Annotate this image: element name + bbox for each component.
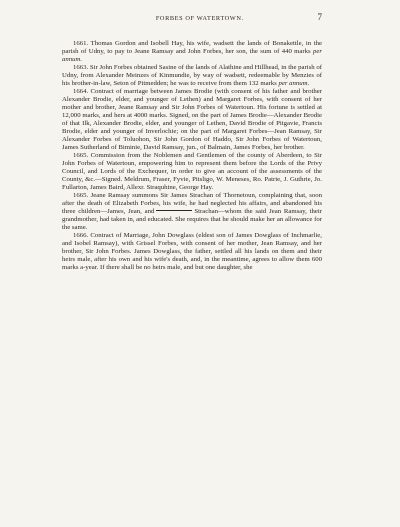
italic-text: per annum. xyxy=(62,48,323,64)
paragraph-1661 xyxy=(62,40,322,64)
paragraph-text: 1666. Contract of Marriage, John Dowglass (eldest son of James Dowglass of Inchmarlie, and Isobel Ramsay), with Grissel Forbes, with consent of her mother, Jean Ramsay, and her brother, Sir John Forbes. James Dowglass, the father, settled all his lands on them and their heirs male, after his own and his wife's death, and, in the meantime, agrees to allow them 600 marks a-year. If there shall be no heirs male, and but one daughter, she xyxy=(62,232,322,272)
paragraph-text: 1665. Commission from the Noblemen and Gentlemen of the county of Aberdeen, to Sir John Forbes of Watertoun, empowering him to represent them before the Lords of the Privy Council, and Lords of the Exchequer, in order to give an account of the assessments of the County, &c.—Signed. Meldrum, Fraser, Fyvie, Pitsligo, W. Meneses, Ro. Patrie, J. Guthrie, Jo. Fullarton, James Baird, Allexr. Straquhine, George Hay. xyxy=(62,152,322,192)
paragraph-1664 xyxy=(62,88,322,152)
paragraph-1666 xyxy=(62,232,322,272)
running-title: FORBES OF WATERTOWN. xyxy=(155,15,244,22)
paragraph-1663 xyxy=(62,64,322,88)
paragraph-text: 1664. Contract of marriage between James Brodie (with consent of his father and brother Alexander Brodie, elder, and younger of Lethen) and Margaret Forbes, with consent of her mother and brother, Jeane Ramsay and Sir John Forbes of Watertoun. His fortune is settled at 12,000 marks, and hers at 4000 marks. Signed, on the part of James Brodie—Alexander Brodie of that Ilk, Alexander Brodie, elder, and younger of Lethen, David Brodie of Pitgavie, Francis Brodie, elder and younger of Inverlochie; on the part of Margaret Forbes—Jean Ramsay, Sir Alexander Forbes of Toluohon, Sir John Gordon of Haddo, Sir John Forbes of Watertoun, James Sutherland of Biminie, David Ramsay, jun., of Balmain, James Forbes, her brother. xyxy=(62,88,322,152)
italic-text: per annum. xyxy=(278,80,310,88)
paragraph-text: 1663. Sir John Forbes obtained Sasine of the lands of Alathine and Hillhead, in the parish of Udny, from Alexander Meinzes of Kinmundie, by way of wadsett, redeemable by Menzies of his brother-in-law, Seton of Pitmedden; he was to receive from them 132 marks xyxy=(62,64,322,88)
paragraph-text: 1661. Thomas Gordon and Isobell Hay, his wife, wadsett the lands of Bonakettle, in the parish of Udny, to pay to Jeane Ramsay and John Forbes, her son, the sum of 440 marks xyxy=(62,40,322,56)
paragraph-text: Strachan—whom the said Jean Ramsay, their grandmother, had taken in, and educated. She requires that he should make her an allowance for the same. xyxy=(62,208,323,232)
blank-line xyxy=(156,210,192,211)
page-number: 7 xyxy=(317,12,322,22)
page-header xyxy=(62,12,322,40)
paragraph-1665-summons xyxy=(62,192,322,232)
paragraph-text: 1665. Jeane Ramsay summons Sir James Strachan of Thornetoun, complaining that, soon after the death of Elizabeth Forbes, his wife, he had neglected his affairs, and abandoned his three children—James, Jean, and xyxy=(62,192,322,216)
paragraph-1665-commission xyxy=(62,152,322,192)
